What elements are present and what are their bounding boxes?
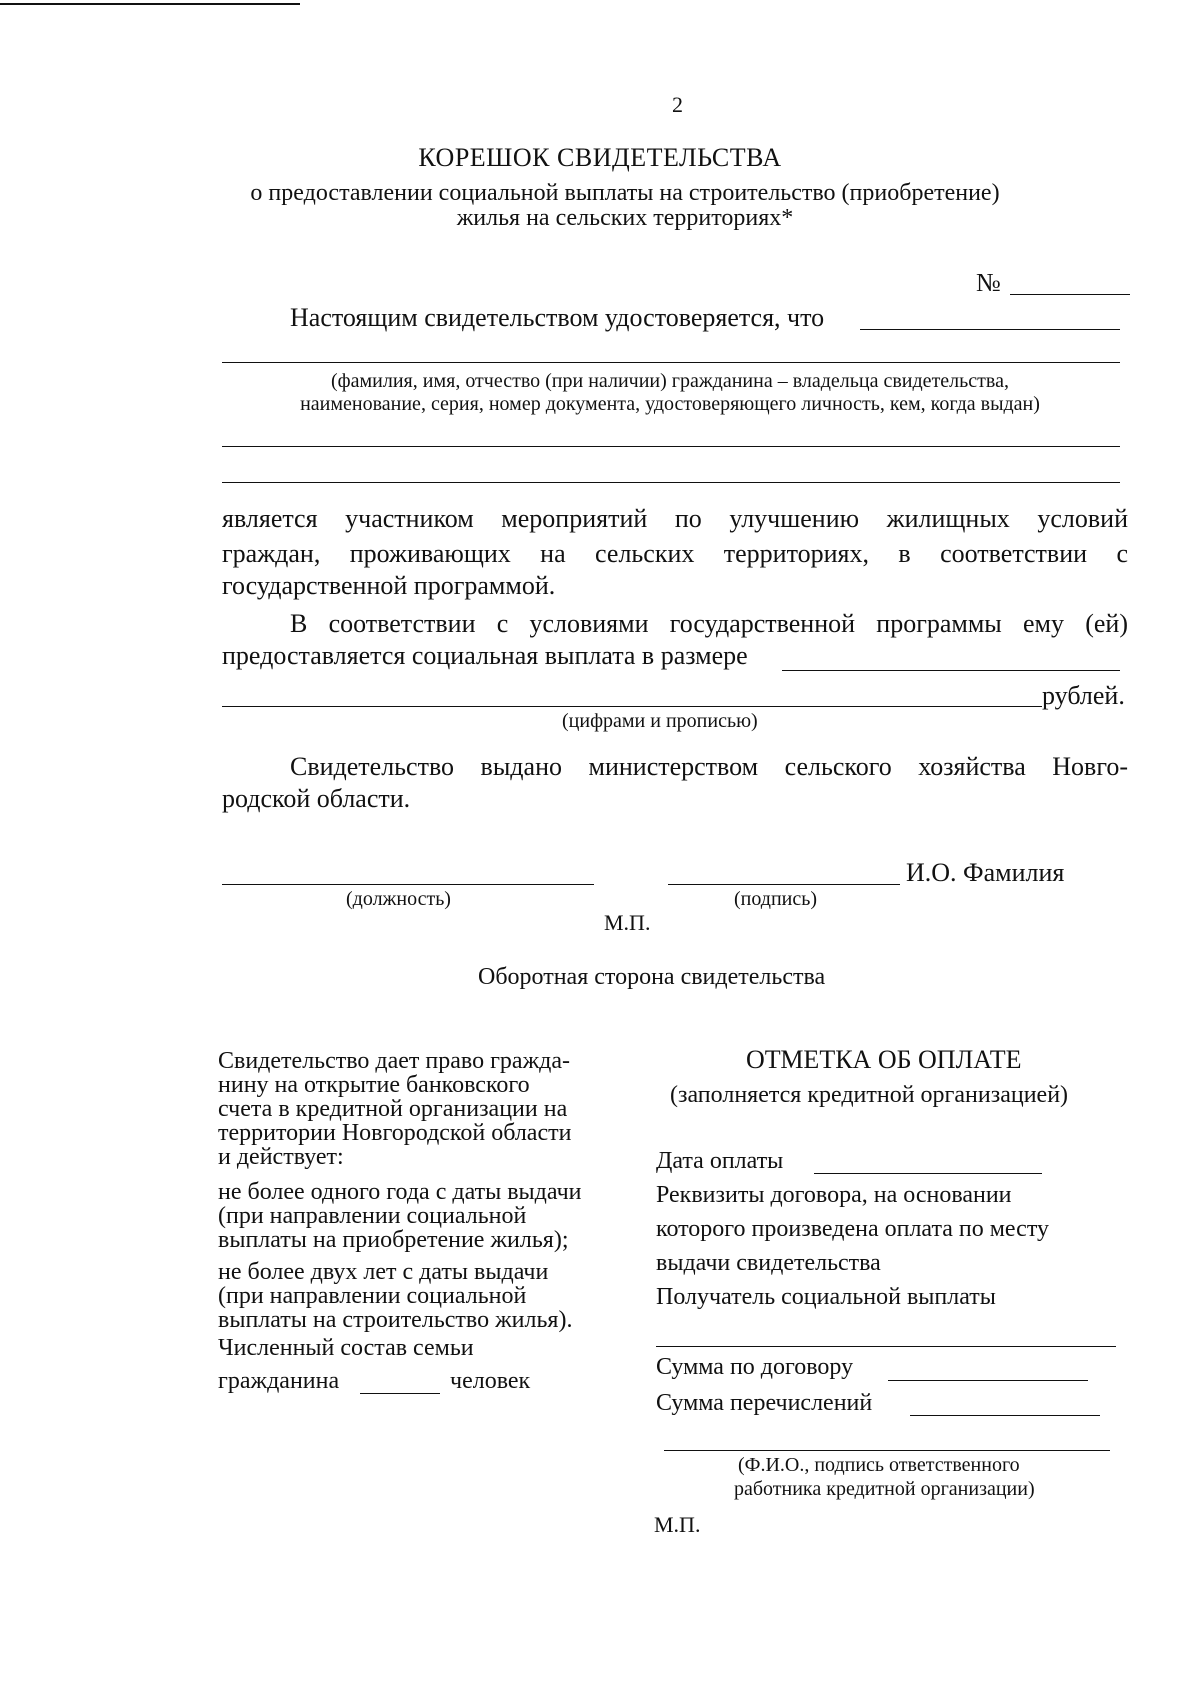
position-caption: (должность) — [346, 888, 451, 910]
holder-field[interactable] — [222, 362, 1120, 363]
stamp-label: М.П. — [604, 910, 651, 935]
position-field[interactable] — [222, 884, 594, 885]
holder-extra-field-2[interactable] — [222, 482, 1120, 483]
signer-name: И.О. Фамилия — [906, 858, 1065, 887]
purchase-term-line-3: выплаты на приобретение жилья); — [218, 1227, 569, 1253]
rights-line-3: счета в кредитной организации на — [218, 1096, 568, 1122]
recipient-field[interactable] — [656, 1346, 1116, 1347]
build-term-line-3: выплаты на строительство жилья). — [218, 1307, 573, 1333]
amount-caption: (цифрами и прописью) — [562, 710, 758, 732]
holder-caption-line2: наименование, серия, номер документа, удостоверяющего личность, кем, когда выдан) — [300, 393, 1040, 415]
rubles-label: рублей. — [1042, 681, 1125, 710]
para1-line1: является участником мероприятий по улучшению жилищных условий — [222, 504, 1128, 533]
build-term-line-2: (при направлении социальной — [218, 1283, 527, 1309]
contract-sum-field[interactable] — [888, 1380, 1088, 1381]
contract-sum-label: Сумма по договору — [656, 1354, 854, 1380]
stub-subtitle-line1: о предоставлении социальной выплаты на строительство (приобретение) — [250, 180, 1000, 206]
rights-line-1: Свидетельство дает право гражда- — [218, 1048, 571, 1074]
signature-caption: (подпись) — [734, 888, 818, 910]
holder-extra-field-1[interactable] — [222, 446, 1120, 447]
sign-caption-line-2: работника кредитной организации) — [734, 1478, 1035, 1500]
build-term-line-1: не более двух лет с даты выдачи — [218, 1259, 549, 1285]
contract-line-3: выдачи свидетельства — [656, 1250, 881, 1276]
signature-field[interactable] — [668, 884, 900, 885]
payment-stamp-label: М.П. — [654, 1512, 701, 1537]
persons-label: человек — [450, 1368, 531, 1394]
para1-line3: государственной программой. — [222, 571, 556, 600]
reverse-heading: Оборотная сторона свидетельства — [478, 964, 826, 990]
contract-line-1: Реквизиты договора, на основании — [656, 1182, 1012, 1208]
number-label: № — [976, 268, 1001, 297]
transfer-sum-label: Сумма перечислений — [656, 1390, 873, 1416]
holder-caption-line1: (фамилия, имя, отчество (при наличии) гражданина – владельца свидетельства, — [331, 370, 1009, 392]
family-label: Численный состав семьи — [218, 1335, 474, 1361]
page-number: 2 — [672, 92, 683, 117]
para2-line1: В соответствии с условиями государственной программы ему (ей) — [290, 609, 1128, 638]
stub-subtitle-line2: жилья на сельских территориях* — [456, 205, 794, 231]
amount-field[interactable] — [782, 670, 1120, 671]
para1-line2: граждан, проживающих на сельских территориях, в соответствии с — [222, 539, 1128, 568]
stub-title: КОРЕШОК СВИДЕТЕЛЬСТВА — [418, 143, 782, 172]
certify-text: Настоящим свидетельством удостоверяется, что — [290, 303, 825, 332]
purchase-term-line-2: (при направлении социальной — [218, 1203, 527, 1229]
para2-line2: предоставляется социальная выплата в размере — [222, 641, 748, 670]
rights-line-4: территории Новгородской области — [218, 1120, 572, 1146]
build-term-paragraph — [218, 1260, 572, 1332]
recipient-label: Получатель социальной выплаты — [656, 1284, 996, 1310]
rights-paragraph — [218, 1049, 571, 1169]
purchase-term-paragraph — [218, 1180, 581, 1252]
payment-date-label: Дата оплаты — [656, 1148, 784, 1174]
payment-mark-title: ОТМЕТКА ОБ ОПЛАТЕ — [746, 1045, 1022, 1074]
rights-line-5: и действует: — [218, 1144, 344, 1170]
issued-line2: родской области. — [222, 784, 411, 813]
family-count-field[interactable] — [360, 1393, 440, 1394]
sign-caption-line-1: (Ф.И.О., подпись ответственного — [738, 1454, 1020, 1476]
responsible-sign-field[interactable] — [664, 1450, 1110, 1451]
payment-date-field[interactable] — [814, 1173, 1042, 1174]
issued-line1: Свидетельство выдано министерством сельского хозяйства Новго- — [290, 752, 1128, 781]
number-field[interactable] — [1010, 294, 1130, 295]
contract-line-2: которого произведена оплата по месту — [656, 1216, 1049, 1242]
certify-field[interactable] — [860, 329, 1120, 330]
purchase-term-line-1: не более одного года с даты выдачи — [218, 1179, 582, 1205]
amount-words-field[interactable] — [222, 706, 1042, 707]
rights-line-2: нину на открытие банковского — [218, 1072, 530, 1098]
top-rule — [0, 3, 300, 5]
citizen-label: гражданина — [218, 1368, 340, 1394]
payment-mark-subtitle: (заполняется кредитной организацией) — [670, 1082, 1069, 1108]
transfer-sum-field[interactable] — [910, 1415, 1100, 1416]
